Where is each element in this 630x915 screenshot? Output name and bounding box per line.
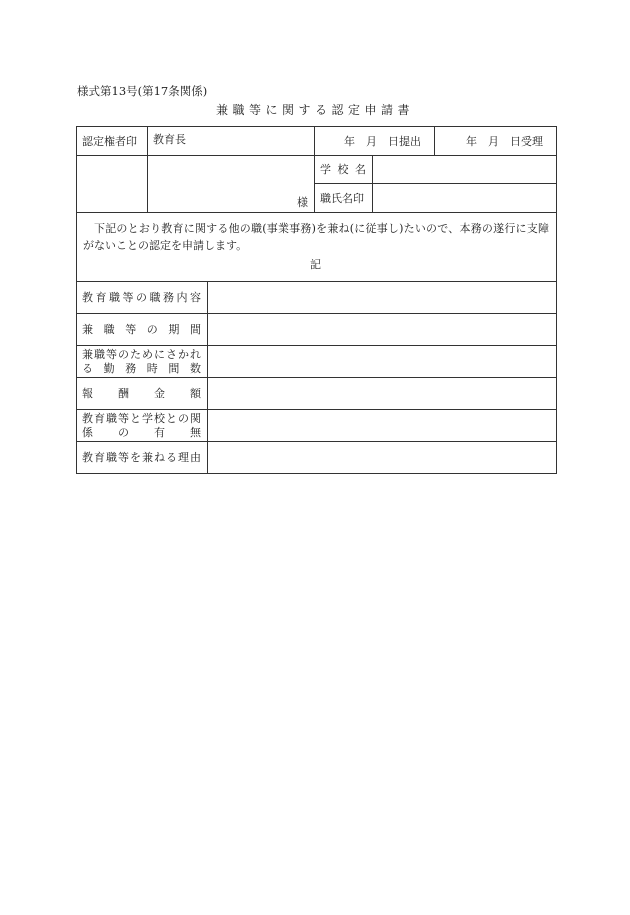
field-label-hours-line1: 兼職等のためにさかれ xyxy=(82,348,201,361)
document-title: 兼職等に関する認定申請書 xyxy=(215,103,414,117)
field-label-remuneration: 報酬金額 xyxy=(82,387,201,400)
school-name-input[interactable] xyxy=(373,156,556,183)
honorific-label: 様 xyxy=(297,196,308,209)
rule-seal-column xyxy=(147,126,148,212)
rule-date-column xyxy=(434,126,435,155)
period-input[interactable] xyxy=(208,314,556,345)
field-label-hours-line2: る勤務時間数 xyxy=(82,362,201,375)
remuneration-input[interactable] xyxy=(208,378,556,409)
field-label-reason: 教育職等を兼ねる理由 xyxy=(82,451,201,464)
field-label-relation-line2: 係の有無 xyxy=(82,426,201,439)
field-label-period: 兼職等の期間 xyxy=(82,323,201,336)
field-label-relation-line1: 教育職等と学校との関 xyxy=(82,412,201,425)
hours-input[interactable] xyxy=(208,346,556,377)
field-label-duties: 教育職等の職務内容 xyxy=(82,291,201,304)
rule-addressee-column xyxy=(314,126,315,212)
school-name-label: 学校名 xyxy=(320,163,366,176)
addressee-label: 教育長 xyxy=(153,133,186,146)
ki-mark: 記 xyxy=(310,258,321,271)
approver-seal-label: 認定権者印 xyxy=(82,135,137,148)
applicant-name-input[interactable] xyxy=(373,184,556,212)
received-date-field[interactable]: 年 月 日受理 xyxy=(466,135,543,148)
reason-input[interactable] xyxy=(208,442,556,473)
relation-input[interactable] xyxy=(208,410,556,441)
application-statement: 下記のとおり教育に関する他の職(事業事務)を兼ね(に従事し)たいので、本務の遂行に支障がないことの認定を申請します。 xyxy=(83,222,549,252)
submitted-date-field[interactable]: 年 月 日提出 xyxy=(344,135,421,148)
rule-applicant-row xyxy=(76,212,557,213)
form-number: 様式第13号(第17条関係) xyxy=(77,84,208,98)
applicant-name-seal-label: 職氏名印 xyxy=(320,192,364,205)
duties-input[interactable] xyxy=(208,282,556,313)
